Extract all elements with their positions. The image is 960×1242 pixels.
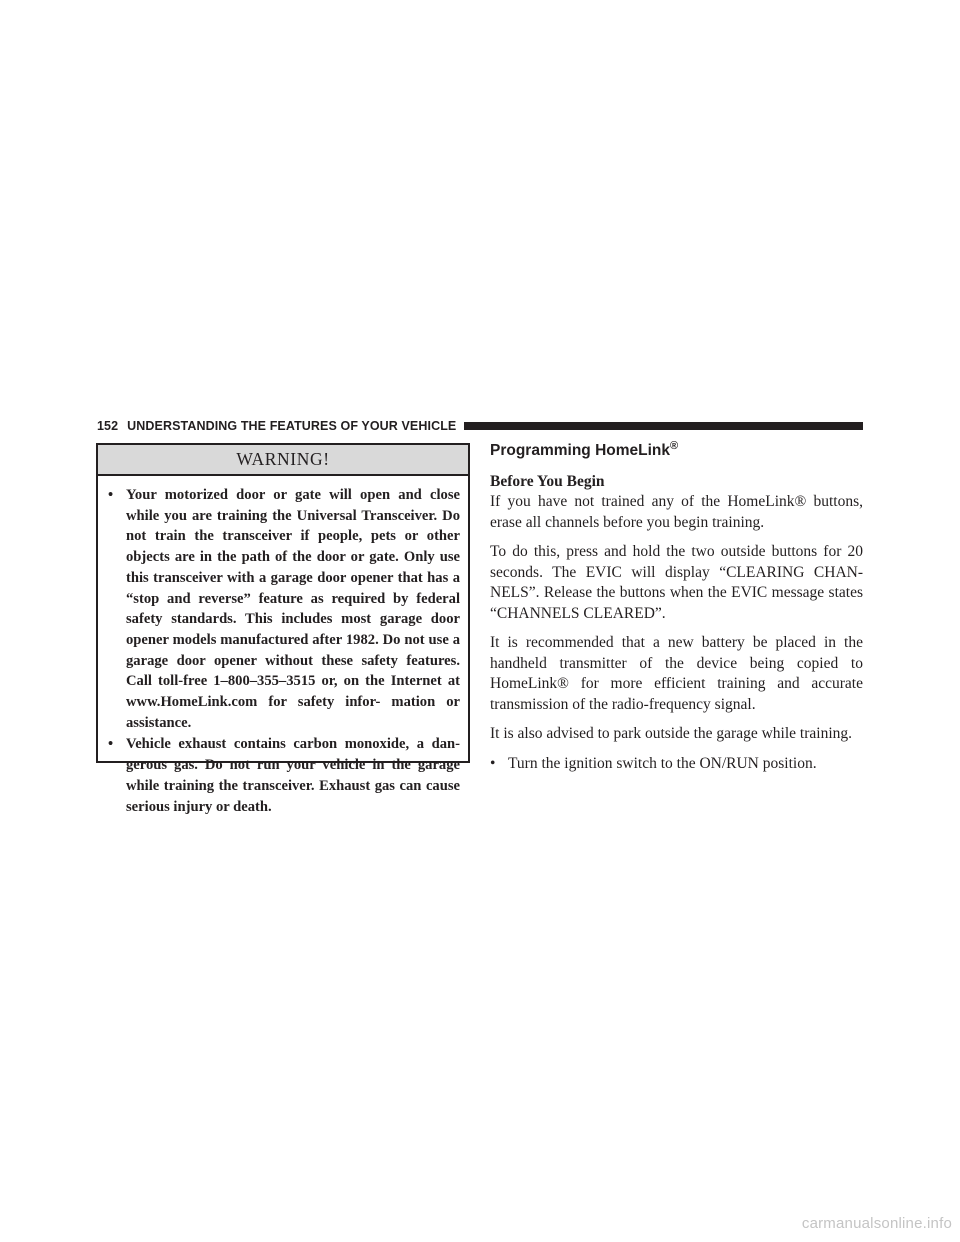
page-header [97,416,863,436]
warning-item-text: Vehicle exhaust contains carbon monoxide, a dan- gerous gas. Do not run your vehicle in the garage while training the transceiver. Exhaust gas can cause serious injury or death. [126,736,460,815]
list-item-text: Turn the ignition switch to the ON/RUN position. [508,754,817,772]
warning-item [108,734,460,817]
page-number: 152 [97,419,119,433]
paragraph: If you have not trained any of the HomeLink® buttons, erase all channels before you begin training. [490,493,863,531]
warning-title: WARNING! [98,445,468,476]
warning-item-text: Your motorized door or gate will open and close while you are training the Universal Transceiver. Do not train the transceiver if people, pets or other objects are in the path of the door or gate. Only use this transceiver with a garage door opener that has a “stop and reverse” feature as required by federal safety standards. This includes most garage door opener models manufactured after 1982. Do not use a garage door opener without these safety features. Call toll-free 1–800–355–3515 or, on the Internet at www.HomeLink.com for safety infor- mation or assistance. [126,487,460,731]
registered-mark: ® [670,440,679,452]
subheading-before-you-begin: Before You Begin [490,473,605,491]
bullet-icon: • [108,487,114,503]
list-item [490,754,863,775]
watermark: carmanualsonline.info [801,1215,952,1232]
programming-title-text: Programming HomeLink [490,442,670,460]
bullet-icon: • [490,754,496,772]
paragraph: It is recommended that a new battery be placed in the handheld transmitter of the device being copied to HomeLink® for more efficient training and accurate transmission of the radio-frequency signal. [490,634,863,713]
warning-list [98,476,468,817]
paragraph: To do this, press and hold the two outside buttons for 20 seconds. The EVIC will display “CLEARING CHAN- NELS”. Release the buttons when the EVIC message states “CHANNELS CLEARED”. [490,543,863,622]
paragraph: It is also advised to park outside the garage while training. [490,725,853,743]
warning-item [108,485,460,733]
programming-section [490,440,863,774]
bullet-icon: • [108,736,114,753]
warning-box [96,443,470,815]
section-title: UNDERSTANDING THE FEATURES OF YOUR VEHICLE [127,419,457,433]
programming-title [490,440,863,460]
header-rule [464,422,863,430]
